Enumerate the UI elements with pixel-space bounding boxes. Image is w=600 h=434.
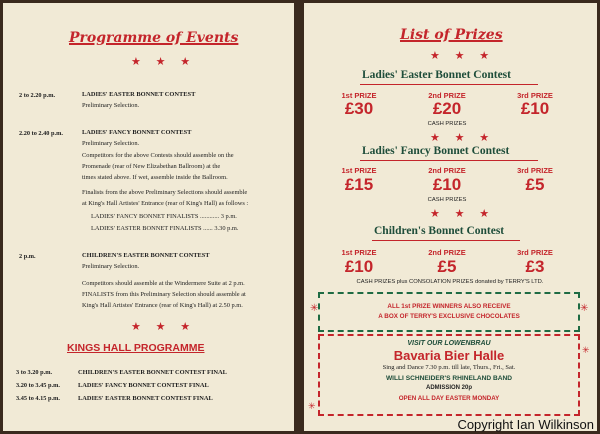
left-page [3, 3, 294, 431]
prize-amount: £3 [525, 257, 545, 276]
prize-label: 3rd PRIZE [517, 91, 553, 100]
prize-label: 2nd PRIZE [428, 166, 466, 175]
prize-amount: £30 [344, 99, 374, 118]
final-time: 3 to 3.20 p.m. [16, 369, 53, 376]
event-line: Preliminary Selection. [82, 263, 140, 270]
terrys-line-1: ALL 1st PRIZE WINNERS ALSO RECEIVE [387, 303, 511, 310]
prize-label: 1st PRIZE [341, 91, 377, 100]
prize-amount: £10 [344, 257, 374, 276]
bavaria-line-4: ADMISSION 20p [425, 385, 472, 391]
sparkle-icon: ✳ [310, 303, 319, 314]
event-title: CHILDREN'S EASTER BONNET CONTEST [82, 252, 210, 259]
prize-amount: £20 [432, 99, 462, 118]
event-line: LADIES' EASTER BONNET FINALISTS ...... 3.30 p.m. [91, 225, 239, 232]
final-time: 3.45 to 4.15 p.m. [16, 395, 60, 402]
final-title: LADIES' FANCY BONNET CONTEST FINAL [78, 382, 209, 389]
contest-underline [360, 160, 538, 161]
final-title: CHILDREN'S EASTER BONNET CONTEST FINAL [78, 369, 227, 376]
prize-label: 2nd PRIZE [428, 248, 466, 257]
event-line: Finalists from the above Preliminary Selections should assemble [82, 189, 248, 196]
contest-title: Ladies' Fancy Bonnet Contest [362, 145, 510, 157]
programme-title: Programme of Events [69, 30, 239, 46]
event-line: at King's Hall Artistes' Entrance (rear of King's Hall) as follows : [82, 200, 249, 207]
prize-amount: £10 [520, 99, 550, 118]
final-time: 3.20 to 3.45 p.m. [16, 382, 60, 389]
contest-title: Ladies' Easter Bonnet Contest [362, 69, 511, 81]
event-line: Competitors for the above Contests should assemble on the [82, 152, 234, 159]
sparkle-icon: ✳ [308, 401, 316, 411]
event-line: Preliminary Selection. [82, 102, 140, 109]
bavaria-line-1: VISIT OUR LOWENBRAU [407, 340, 491, 347]
event-time: 2 to 2.20 p.m. [19, 92, 56, 99]
bavaria-line-2: Sing and Dance 7.30 p.m. till late, Thurs., Fri., Sat. [382, 364, 516, 371]
contest-underline [360, 84, 538, 85]
copyright-watermark: Copyright Ian Wilkinson [457, 417, 594, 432]
prize-amount: £10 [432, 175, 462, 194]
event-time: 2.20 to 2.40 p.m. [19, 130, 63, 137]
sparkle-icon: ✳ [582, 345, 590, 355]
event-line: LADIES' FANCY BONNET FINALISTS ............ 3 p.m. [91, 213, 237, 220]
prize-amount: £5 [525, 175, 545, 194]
prize-label: 1st PRIZE [341, 166, 377, 175]
event-line: Promenade (rear of New Elizabethan Ballroom) at the [82, 163, 221, 170]
contest-title: Children's Bonnet Contest [374, 225, 505, 237]
bavaria-line-3: WILLI SCHNEIDER'S RHINELAND BAND [385, 375, 513, 382]
prize-amount: £5 [437, 257, 457, 276]
right-page [304, 3, 597, 431]
prizes-title: List of Prizes [400, 27, 503, 43]
final-title: LADIES' EASTER BONNET CONTEST FINAL [78, 395, 213, 402]
terrys-line-2: A BOX OF TERRY'S EXCLUSIVE CHOCOLATES [378, 313, 520, 320]
kings-hall-title: KINGS HALL PROGRAMME [67, 342, 205, 354]
terrys-chocolates-box [318, 292, 580, 332]
bavaria-name: Bavaria Bier Halle [393, 348, 505, 363]
event-line: Preliminary Selection. [82, 140, 140, 147]
prize-label: 2nd PRIZE [428, 91, 466, 100]
event-line: times stated above. If wet, assemble inside the Ballroom. [82, 174, 228, 181]
event-line: King's Hall Artistes' Entrance (rear of King's Hall) at 2.50 p.m. [82, 302, 243, 309]
cash-prizes-note: CASH PRIZES plus CONSOLATION PRIZES donated by TERRY'S LTD. [356, 279, 544, 285]
stars-divider: ★ ★ ★ [430, 132, 496, 144]
prize-label: 3rd PRIZE [517, 166, 553, 175]
event-title: LADIES' EASTER BONNET CONTEST [82, 91, 196, 98]
stars-divider: ★ ★ ★ [131, 56, 197, 68]
stars-divider: ★ ★ ★ [430, 50, 496, 62]
contest-underline [372, 240, 520, 241]
event-line: FINALISTS from this Preliminary Selection should assemble at [82, 291, 246, 298]
sparkle-icon: ✳ [580, 303, 589, 314]
event-title: LADIES' FANCY BONNET CONTEST [82, 129, 192, 136]
stars-divider: ★ ★ ★ [131, 321, 197, 333]
bavaria-bier-halle-box [318, 334, 580, 416]
cash-prizes-note: CASH PRIZES [427, 197, 467, 203]
prize-label: 1st PRIZE [341, 248, 377, 257]
bavaria-line-5: OPEN ALL DAY EASTER MONDAY [398, 395, 500, 402]
event-line: Competitors should assemble at the Windermere Suite at 2 p.m. [82, 280, 245, 287]
prize-amount: £15 [344, 175, 374, 194]
stars-divider: ★ ★ ★ [430, 208, 496, 220]
prize-label: 3rd PRIZE [517, 248, 553, 257]
cash-prizes-note: CASH PRIZES [427, 121, 467, 127]
event-time: 2 p.m. [19, 253, 36, 260]
